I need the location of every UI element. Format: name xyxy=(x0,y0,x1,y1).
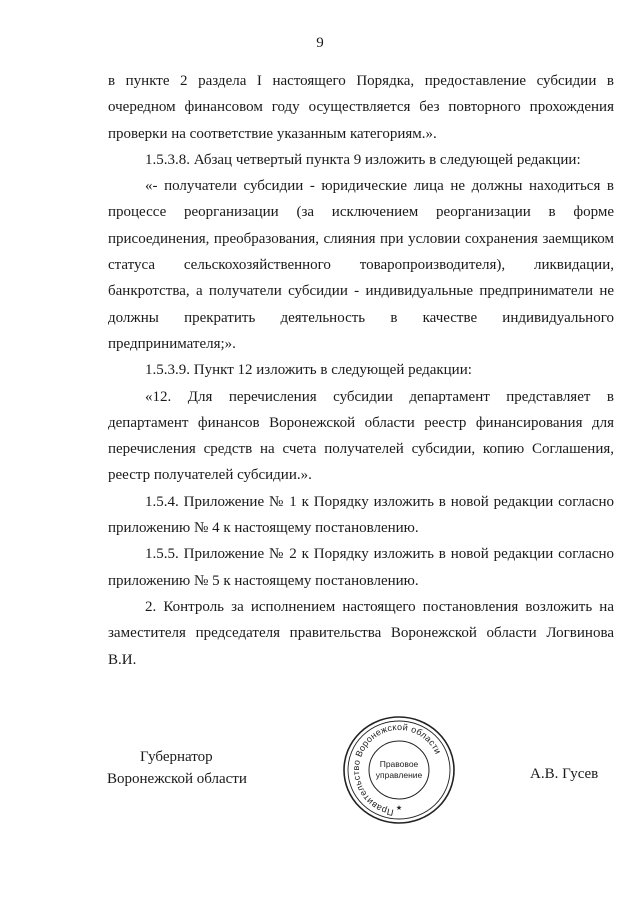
official-stamp xyxy=(341,714,457,826)
signatory-region: Воронежской области xyxy=(107,771,247,787)
page-number: 9 xyxy=(316,35,324,51)
signatory-name: А.В. Гусев xyxy=(530,766,599,782)
stamp-star-icon: ★ xyxy=(395,804,403,812)
paragraph: в пункте 2 раздела I настоящего Порядка, предоставление субсидии в очередном финансовом году осуществляется без повторного прохождения проверки на соответствие указанным категориям.». xyxy=(108,73,614,142)
stamp-ring-text: Правительство Воронежской области xyxy=(350,721,444,818)
document-body xyxy=(108,68,614,673)
stamp-center-line2: управление xyxy=(375,770,423,780)
paragraph: «12. Для перечисления субсидии департамент представляет в департамент финансов Воронежской области реестр финансирования для перечисления средств на счета получателей субсидии, копию Соглашения, реестр получателей субсидии.». xyxy=(108,388,614,484)
paragraph: 1.5.3.9. Пункт 12 изложить в следующей редакции: xyxy=(145,362,472,379)
paragraph: 1.5.4. Приложение № 1 к Порядку изложить в новой редакции согласно приложению № 4 к настоящему постановлению. xyxy=(108,493,614,537)
stamp-center-line1: Правовое xyxy=(379,759,419,769)
paragraph: 2. Контроль за исполнением настоящего постановления возложить на заместителя председателя правительства Воронежской области Логвинова В.И. xyxy=(108,598,614,668)
paragraph: «- получатели субсидии - юридические лица не должны находиться в процессе реорганизации (за исключением реорганизации в форме присоединения, преобразования, слияния при условии сохранения заемщиком статуса сельскохозяйственного товаропроизводителя), ликвидации, банкротства, а получатели субсидии - индивидуальные предприниматели не должны прекратить деятельность в качестве индивидуального предпринимателя;». xyxy=(108,178,614,352)
paragraph: 1.5.5. Приложение № 2 к Порядку изложить в новой редакции согласно приложению № 5 к настоящему постановлению. xyxy=(108,546,614,589)
signatory-position: Губернатор xyxy=(140,749,213,765)
paragraph: 1.5.3.8. Абзац четвертый пункта 9 изложить в следующей редакции: xyxy=(145,151,581,168)
signatory-title xyxy=(107,746,267,790)
